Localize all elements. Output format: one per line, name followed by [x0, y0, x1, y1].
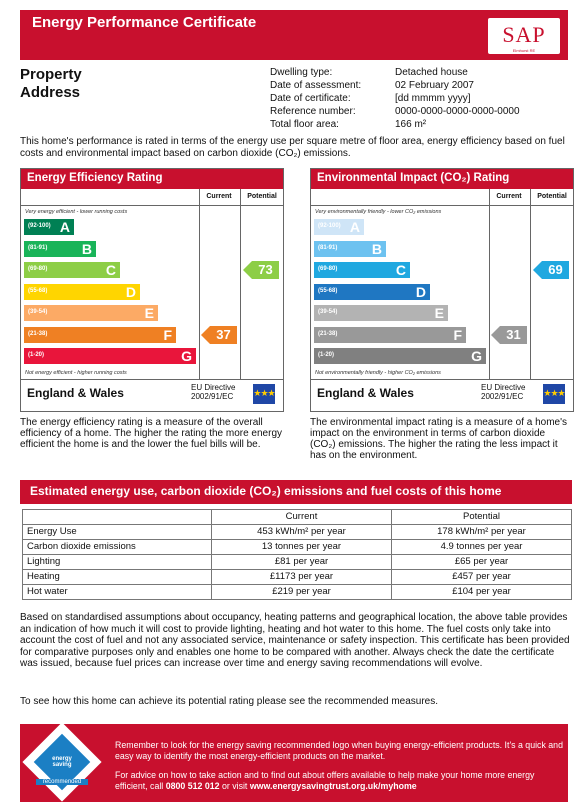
header-banner	[20, 10, 568, 60]
table-header-row	[23, 510, 572, 525]
column-divider	[489, 189, 490, 379]
footer-banner	[20, 724, 568, 802]
detail-value: Detached house	[395, 67, 468, 78]
current-column-header: Current	[496, 193, 522, 200]
eu-flag-icon: ★★★	[543, 384, 565, 404]
estimated-costs-title-bar	[20, 480, 572, 504]
footer-text-2b: or visit	[219, 780, 250, 791]
detail-value: 02 February 2007	[395, 80, 474, 91]
potential-column-header: Potential	[247, 193, 277, 200]
band-letter: B	[371, 240, 382, 257]
table-header	[23, 510, 212, 525]
detail-value: [dd mmmm yyyy]	[395, 93, 471, 104]
property-address-label: Property Address	[20, 66, 82, 101]
band-range: (1-20)	[28, 352, 45, 358]
sap-logo	[488, 18, 560, 54]
rating-band-b	[314, 241, 386, 257]
band-range: (92-100)	[318, 223, 341, 229]
column-divider	[240, 189, 241, 379]
current-rating-arrow	[491, 326, 527, 344]
energy-efficiency-panel	[20, 168, 284, 412]
potential-rating-value: 69	[548, 262, 563, 277]
panel-title-bar	[21, 169, 283, 189]
region-label: England & Wales	[317, 386, 414, 400]
table-row	[23, 540, 572, 555]
rating-band-c	[24, 262, 120, 278]
table-row	[23, 525, 572, 540]
assumptions-note: Based on standardised assumptions about occupancy, heating patterns and geographical location, the above table provides an indication of how much it will cost to provide lighting, heating and hot water to this home. The fuel costs only take into account the cost of fuel and not any associated service, maintenance or safety inspection. This certificate has been provided for comparative purposes only and enables one home to be compared with another. Always check the date the certificate was issued, because fuel prices can increase over time and energy saving recommendations will evolve.	[20, 612, 570, 670]
recommended-measures-note: To see how this home can achieve its potential rating please see the recommended measures.	[20, 696, 439, 707]
potential-column-header: Potential	[537, 193, 567, 200]
table-cell: Energy Use	[23, 525, 212, 540]
detail-value: 166 m²	[395, 119, 427, 130]
table-cell: Hot water	[23, 585, 212, 600]
table-header: Potential	[392, 510, 572, 525]
table-cell: Heating	[23, 570, 212, 585]
panel-title-bar	[311, 169, 573, 189]
table-cell: 453 kWh/m² per year	[212, 525, 392, 540]
sap-logo-text: SAP	[502, 22, 546, 47]
table-cell: £1173 per year	[212, 570, 392, 585]
panel-title: Environmental Impact (CO₂) Rating	[317, 172, 510, 184]
footer-text-2a: For advice on how to take action and to find out about offers available to help make your home more energy efficient, call	[115, 770, 535, 791]
band-range: (92-100)	[28, 223, 51, 229]
band-letter: E	[144, 305, 154, 321]
table-cell: Carbon dioxide emissions	[23, 540, 212, 555]
current-rating-arrow	[201, 326, 237, 344]
band-letter: F	[163, 326, 172, 343]
eu-flag-icon: ★★★	[253, 384, 275, 404]
band-letter: E	[434, 305, 444, 321]
table-cell: £65 per year	[392, 555, 572, 570]
rating-band-c	[314, 262, 410, 278]
band-range: (21-38)	[28, 330, 48, 337]
detail-label: Date of assessment:	[270, 80, 362, 91]
band-letter: D	[125, 283, 136, 300]
top-note: Very environmentally friendly - lower CO₂ emissions	[315, 209, 442, 215]
band-range: (69-80)	[318, 266, 338, 272]
bottom-note: Not environmentally friendly - higher CO₂ emissions	[315, 370, 441, 376]
page-title: Energy Performance Certificate	[32, 14, 257, 31]
bottom-note: Not energy efficient - higher running costs	[25, 370, 127, 376]
footer-text-2	[115, 770, 563, 791]
rating-band-b	[24, 241, 96, 257]
rating-band-g	[314, 348, 486, 364]
band-range: (69-80)	[28, 266, 48, 272]
intro-text: This home's performance is rated in terms of the energy use per square metre of floor area, energy efficiency based on fuel costs and environmental impact based on carbon dioxide (CO₂) emissions.	[20, 136, 565, 159]
rating-band-e	[314, 305, 448, 321]
band-letter: B	[81, 240, 92, 257]
band-range: (39-54)	[28, 309, 48, 315]
table-row	[23, 585, 572, 600]
potential-rating-value: 73	[258, 262, 273, 277]
band-range: (55-68)	[318, 287, 338, 294]
current-rating-value: 31	[506, 326, 521, 342]
rating-band-f	[24, 327, 176, 343]
sap-logo-subtext: Elmhurst RE	[512, 48, 536, 53]
energy-efficiency-description: The energy efficiency rating is a measure of the overall efficiency of a home. The higher the rating the more energy efficient the home is and the lower the fuel bills will be.	[20, 417, 283, 450]
rating-band-a	[24, 219, 74, 235]
environmental-impact-description: The environmental impact rating is a measure of a home's impact on the environment in terms of carbon dioxide (CO₂) emissions. The higher the rating the less impact it has on the environment.	[310, 417, 568, 461]
table-row	[23, 555, 572, 570]
band-range: (81-91)	[318, 244, 338, 251]
detail-value: 0000-0000-0000-0000-0000	[395, 106, 520, 117]
table-cell: 4.9 tonnes per year	[392, 540, 572, 555]
panel-title: Energy Efficiency Rating	[27, 172, 163, 184]
band-range: (39-54)	[318, 309, 338, 315]
detail-label: Dwelling type:	[270, 67, 333, 78]
table-cell: £104 per year	[392, 585, 572, 600]
current-rating-value: 37	[216, 326, 231, 342]
energy-saving-url[interactable]: www.energysavingtrust.org.uk/myhome	[249, 780, 417, 791]
band-letter: F	[453, 326, 462, 343]
current-column-header: Current	[206, 193, 232, 200]
rating-band-d	[314, 284, 430, 300]
detail-label: Total floor area:	[270, 119, 339, 130]
eu-directive: EU Directive 2002/91/EC	[191, 383, 236, 401]
band-letter: G	[181, 348, 192, 364]
table-cell: Lighting	[23, 555, 212, 570]
band-letter: C	[395, 262, 406, 278]
advice-phone-number: 0800 512 012	[165, 780, 220, 791]
footer-text-1: Remember to look for the energy saving recommended logo when buying energy-efficient products. It's a quick and easy way to identify the most energy-efficient products on the market.	[115, 740, 563, 761]
band-letter: A	[59, 219, 70, 235]
band-letter: A	[349, 219, 360, 235]
table-cell: 178 kWh/m² per year	[392, 525, 572, 540]
header-divider	[311, 205, 573, 206]
region-label: England & Wales	[27, 386, 124, 400]
band-range: (21-38)	[318, 330, 338, 337]
potential-rating-arrow	[243, 261, 279, 279]
band-range: (1-20)	[318, 352, 335, 358]
footer-divider	[311, 379, 573, 380]
detail-label: Reference number:	[270, 106, 356, 117]
table-cell: £457 per year	[392, 570, 572, 585]
top-note: Very energy efficient - lower running costs	[25, 209, 128, 215]
rating-band-g	[24, 348, 196, 364]
table-cell: 13 tonnes per year	[212, 540, 392, 555]
band-letter: G	[471, 348, 482, 364]
eu-directive: EU Directive 2002/91/EC	[481, 383, 526, 401]
band-range: (81-91)	[28, 244, 48, 251]
rating-band-d	[24, 284, 140, 300]
recommended-label: recommended	[36, 779, 88, 785]
environmental-impact-panel	[310, 168, 574, 412]
estimated-costs-title: Estimated energy use, carbon dioxide (CO₂) emissions and fuel costs of this home	[30, 484, 502, 498]
column-divider	[530, 189, 531, 379]
column-divider	[199, 189, 200, 379]
band-letter: C	[105, 262, 116, 278]
table-header: Current	[212, 510, 392, 525]
header-divider	[21, 205, 283, 206]
estimated-costs-table	[22, 509, 572, 600]
rating-band-a	[314, 219, 364, 235]
rating-band-e	[24, 305, 158, 321]
table-cell: £219 per year	[212, 585, 392, 600]
detail-label: Date of certificate:	[270, 93, 351, 104]
table-cell: £81 per year	[212, 555, 392, 570]
band-letter: D	[415, 283, 426, 300]
band-range: (55-68)	[28, 287, 48, 294]
energy-saving-brand: energy saving	[52, 756, 72, 768]
rating-band-f	[314, 327, 466, 343]
footer-divider	[21, 379, 283, 380]
table-row	[23, 570, 572, 585]
potential-rating-arrow	[533, 261, 569, 279]
